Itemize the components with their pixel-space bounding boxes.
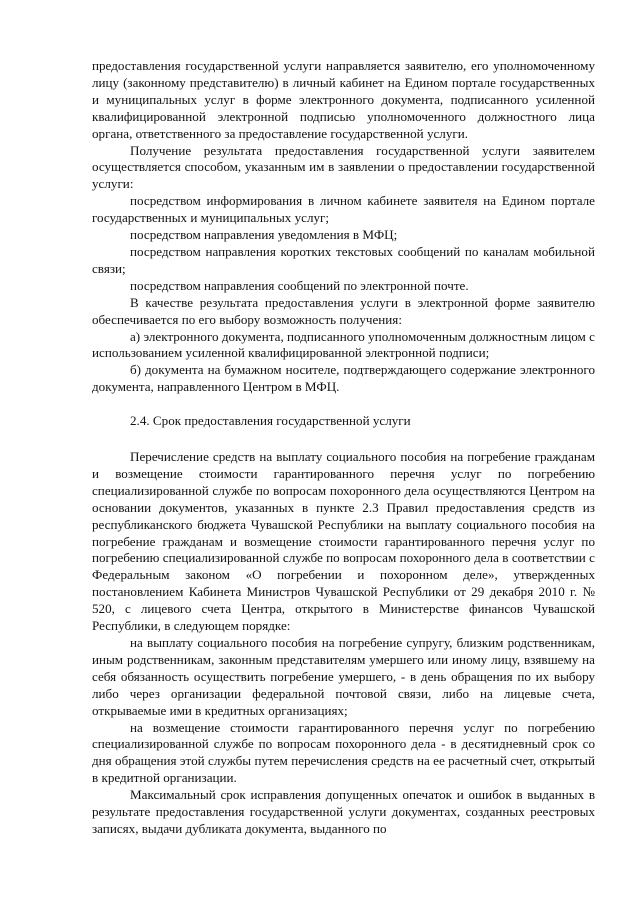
list-item-electronic-document: а) электронного документа, подписанного уполномоченным должностным лицом с использованием усиленной квалифицированной электронной подписи; <box>92 328 595 361</box>
list-item-personal-cabinet: посредством информирования в личном кабинете заявителя на Едином портале государственных и муниципальных услуг; <box>92 193 595 226</box>
section-heading: 2.4. Срок предоставления государственной услуги <box>130 413 411 429</box>
list-item-burial-allowance: на выплату социального пособия на погребение супругу, близким родственникам, иным родственникам, законным представителям умершего или иному лицу, взявшему на себя обязанность осуществить погребение умершего, - в день обращения по их выбору либо через организации федеральной почтовой связи, либо на лицевые счета, открываемые ими в кредитных организациях; <box>92 635 595 718</box>
list-item-email: посредством направления сообщений по электронной почте. <box>130 277 469 293</box>
list-item-paper-document: б) документа на бумажном носителе, подтверждающего содержание электронного документа, направленного Центром в МФЦ. <box>92 362 595 395</box>
paragraph-electronic-result: В качестве результата предоставления услуги в электронной форме заявителю обеспечивается по его выбору возможность получения: <box>92 294 595 327</box>
list-item-sms: посредством направления коротких текстовых сообщений по каналам мобильной связи; <box>92 243 595 276</box>
paragraph-result-method: Получение результата предоставления государственной услуги заявителем осуществляется способом, указанным им в заявлении о предоставлении государственной услуги: <box>92 142 595 192</box>
list-item-service-reimbursement: на возмещение стоимости гарантированного перечня услуг по погребению специализированной службе по вопросам похоронного дела - в десятидневный срок со дня обращения этой службы путем перечисления средств на ее расчетный счет, открытый в кредитной организации. <box>92 719 595 786</box>
paragraph-funds-transfer: Перечисление средств на выплату социального пособия на погребение гражданам и возмещение стоимости гарантированного перечня услуг по погребению специализированной службе по вопросам похоронного дела осуществляются Центром на основании документов, указанных в пункте 2.3 Правил предоставления средств из республиканского бюджета Чувашской Республики на выплату социального пособия на погребение гражданам и возмещение стоимости гарантированного перечня услуг по погребению специализированной службе по вопросам похоронного дела в соответствии с Федеральным законом «О погребении и похоронном деле», утвержденных постановлением Кабинета Министров Чувашской Республики от 29 декабря 2010 г. № 520, с лицевого счета Центра, открытого в Министерстве финансов Чувашской Республики, в следующем порядке: <box>92 449 595 634</box>
paragraph-result-delivery: предоставления государственной услуги направляется заявителю, его уполномоченному лицу (законному представителю) в личный кабинет на Едином портале государственных и муниципальных услуг в форме электронного документа, подписанного усиленной квалифицированной электронной подписью уполномоченного должностного лица органа, ответственного за предоставление государственной услуги. <box>92 58 595 141</box>
list-item-mfc-notice: посредством направления уведомления в МФЦ; <box>130 227 398 243</box>
document-page <box>92 58 595 838</box>
paragraph-error-correction: Максимальный срок исправления допущенных опечаток и ошибок в выданных в результате предоставления государственной услуги документах, созданных реестровых записях, выдачи дубликата документа, выданного по <box>92 787 595 836</box>
